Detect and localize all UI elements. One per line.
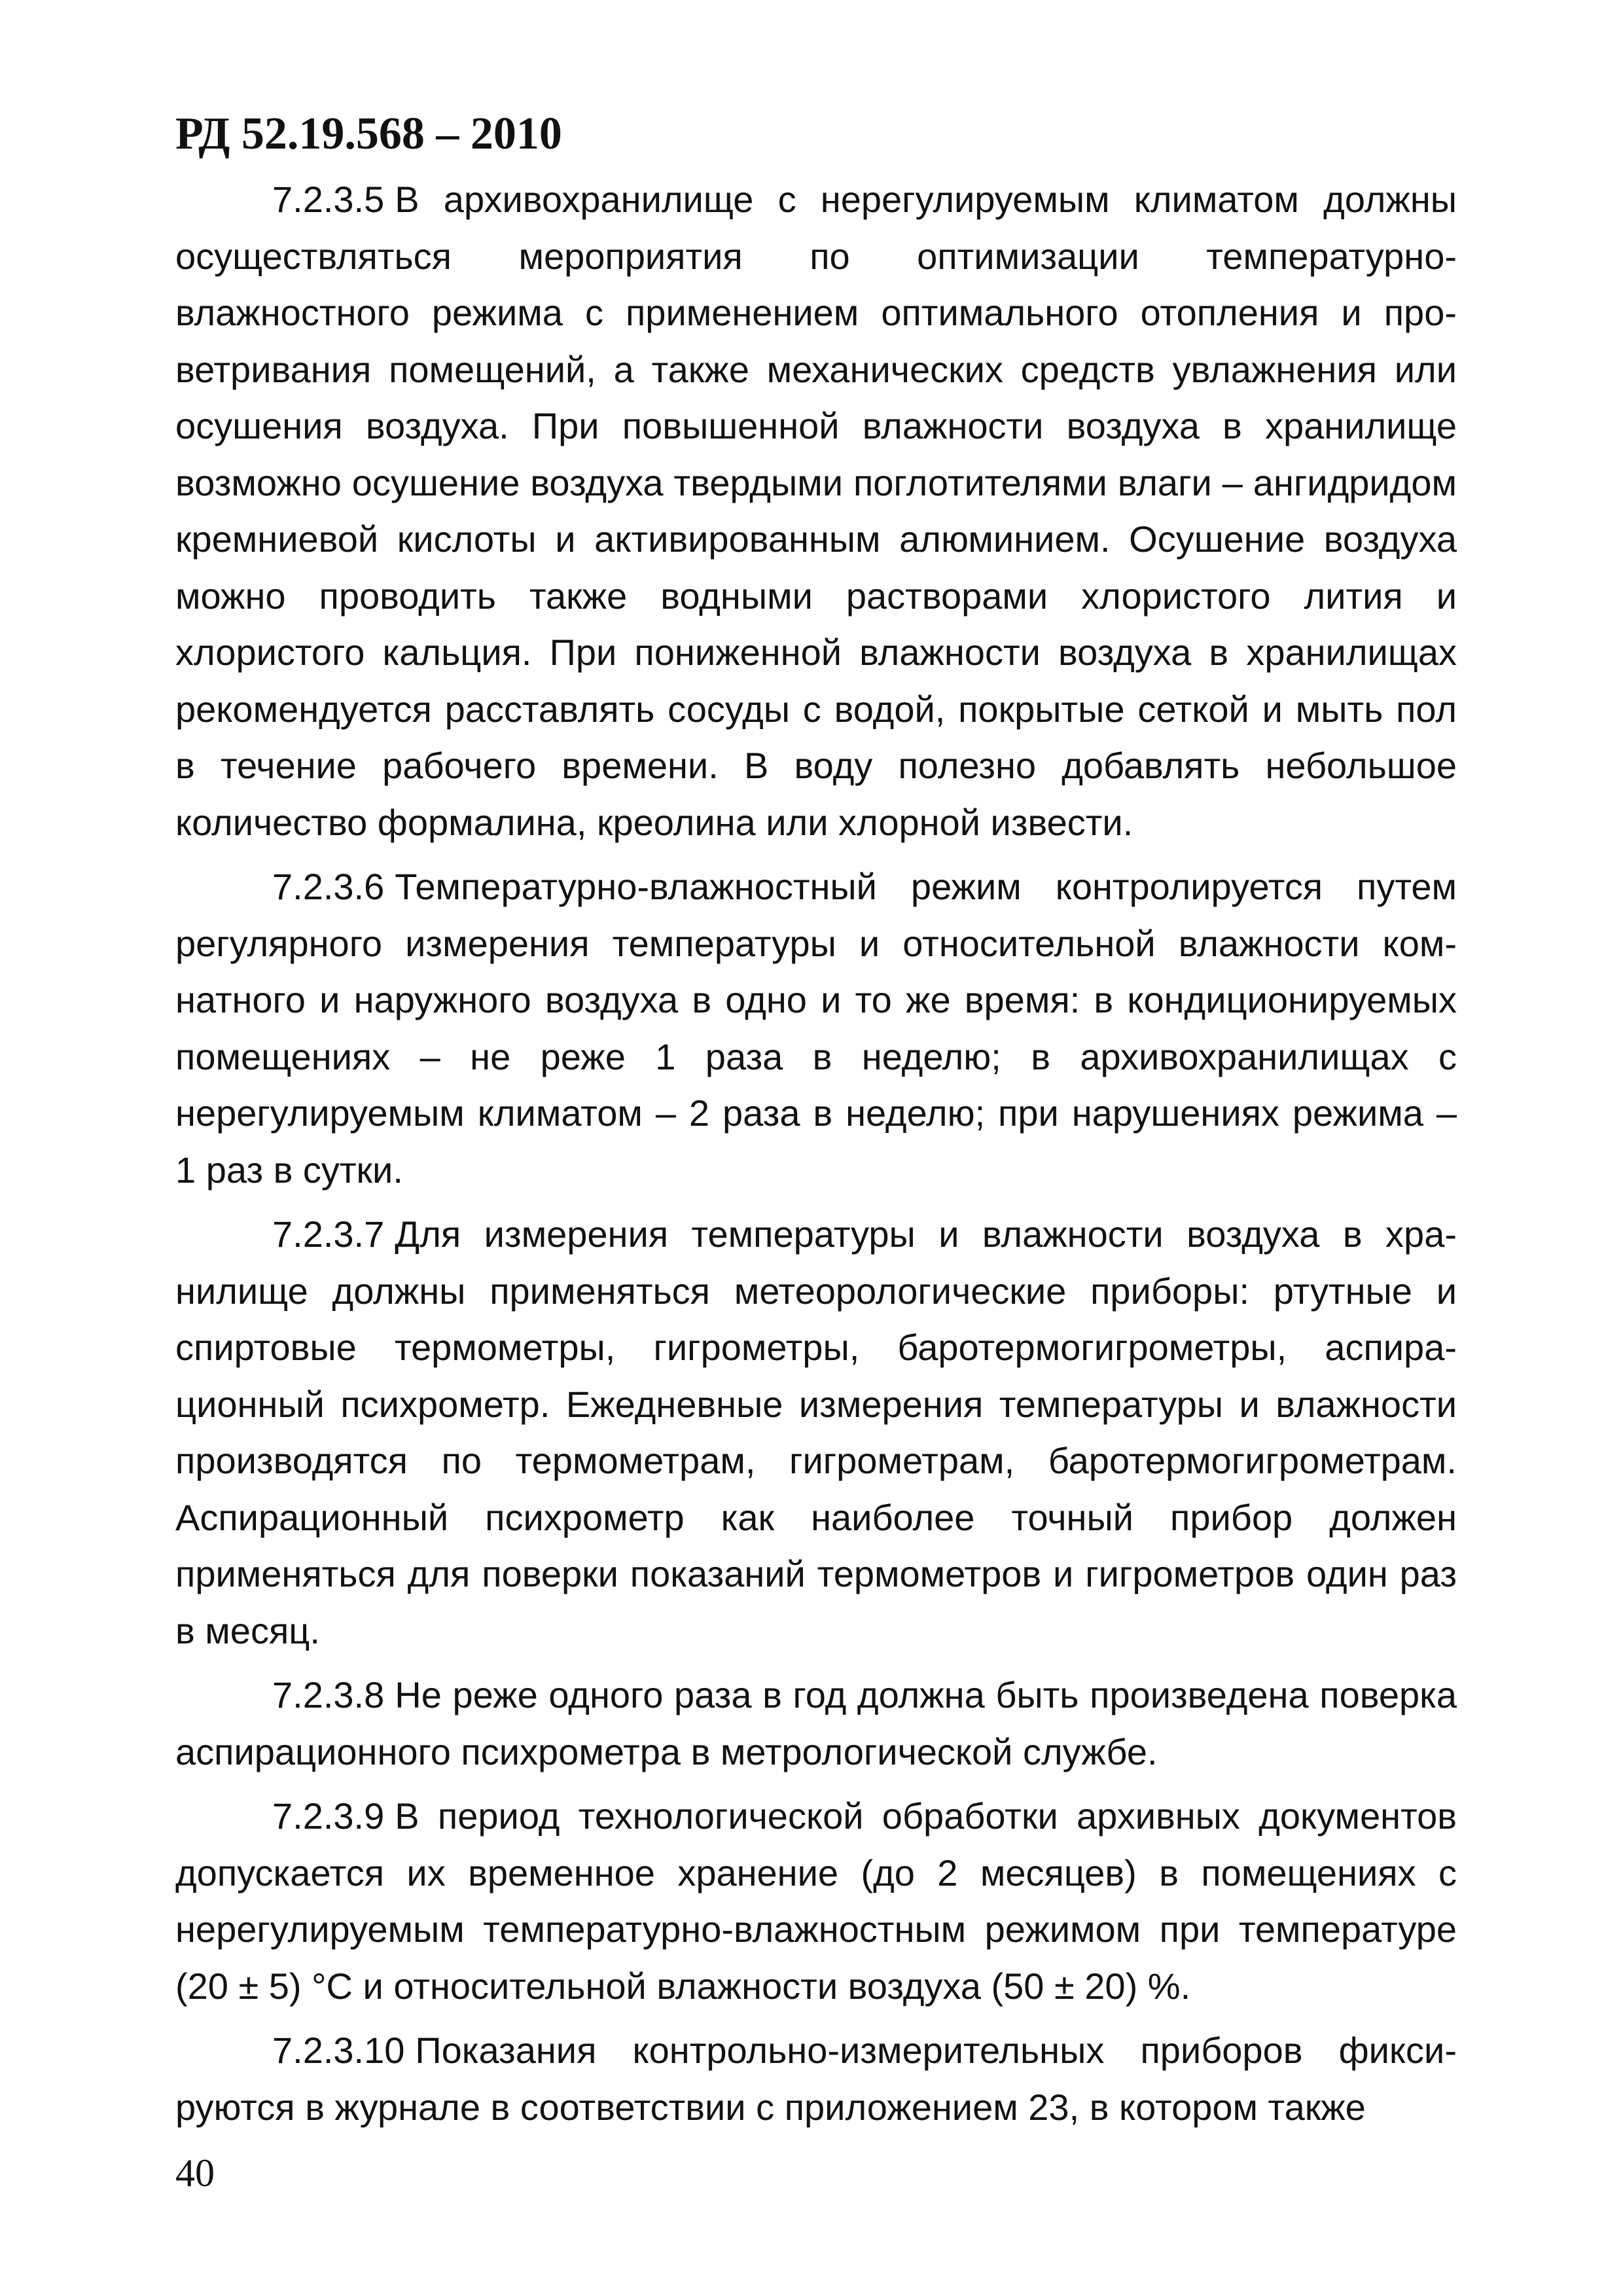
paragraph-7-2-3-8	[175, 1667, 1457, 1780]
page-number: 40	[175, 2151, 215, 2195]
document-code-header: РД 52.19.568 – 2010	[175, 109, 562, 159]
paragraph-number: 7.2.3.6	[272, 866, 385, 907]
paragraph-7-2-3-10	[175, 2022, 1457, 2136]
paragraph-text: Показания контрольно-измерительных приборов фиксируются в журнале в соответствии с приложением 23, в котором также	[175, 2030, 1457, 2128]
paragraph-number: 7.2.3.5	[272, 179, 385, 220]
paragraph-number: 7.2.3.9	[272, 1795, 385, 1837]
paragraph-text: В период технологической обработки архивных документов допускается их временное хранение (до 2 месяцев) в помещениях с нерегулируемым температурно-влажностным режимом при температуре (20 ± 5) °С и относительной влажности воздуха (50 ± 20) %.	[175, 1795, 1457, 2007]
paragraph-number: 7.2.3.8	[272, 1674, 385, 1715]
paragraph-7-2-3-9	[175, 1788, 1457, 2015]
paragraph-number: 7.2.3.7	[272, 1213, 385, 1255]
paragraph-text: Для измерения температуры и влажности воздуха в хранилище должны применяться метеорологические приборы: ртутные и спиртовые термометры, гигрометры, баротермогигрометры, аспирационный психрометр. Ежедневные измерения температуры и влажности производятся по термометрам, гигрометрам, баротермогигрометрам. Аспирационный психрометр как наиболее точный прибор должен применяться для поверки показаний термометров и гигрометров один раз в месяц.	[175, 1213, 1457, 1651]
paragraph-text: Не реже одного раза в год должна быть произведена поверка аспирационного психрометра в метрологической службе.	[175, 1674, 1457, 1772]
paragraph-7-2-3-5	[175, 171, 1457, 851]
paragraph-text: В архивохранилище с нерегулируемым климатом должны осуществляться мероприятия по оптимизации температурно-влажностного режима с применением оптимального отопления и проветривания помещений, а также механических средств увлажнения или осушения воздуха. При повышенной влажности воздуха в хранилище возможно осушение воздуха твердыми поглотителями влаги – ангидридом кремниевой кислоты и активированным алюминием. Осушение воздуха можно проводить также водными растворами хлористого лития и хлористого кальция. При пониженной влажности воздуха в хранилищах рекомендуется расставлять сосуды с водой, покрытые сеткой и мыть пол в течение рабочего времени. В воду полезно добавлять небольшое количество формалина, креолина или хлорной извести.	[175, 179, 1457, 843]
document-body	[175, 171, 1457, 2144]
paragraph-7-2-3-6	[175, 859, 1457, 1198]
paragraph-number: 7.2.3.10	[272, 2030, 405, 2071]
paragraph-7-2-3-7	[175, 1206, 1457, 1659]
paragraph-text: Температурно-влажностный режим контролируется путем регулярного измерения температуры и относительной влажности комнатного и наружного воздуха в одно и то же время: в кондиционируемых помещениях – не реже 1 раза в неделю; в архивохранилищах с нерегулируемым климатом – 2 раза в неделю; при нарушениях режима – 1 раз в сутки.	[175, 866, 1457, 1191]
